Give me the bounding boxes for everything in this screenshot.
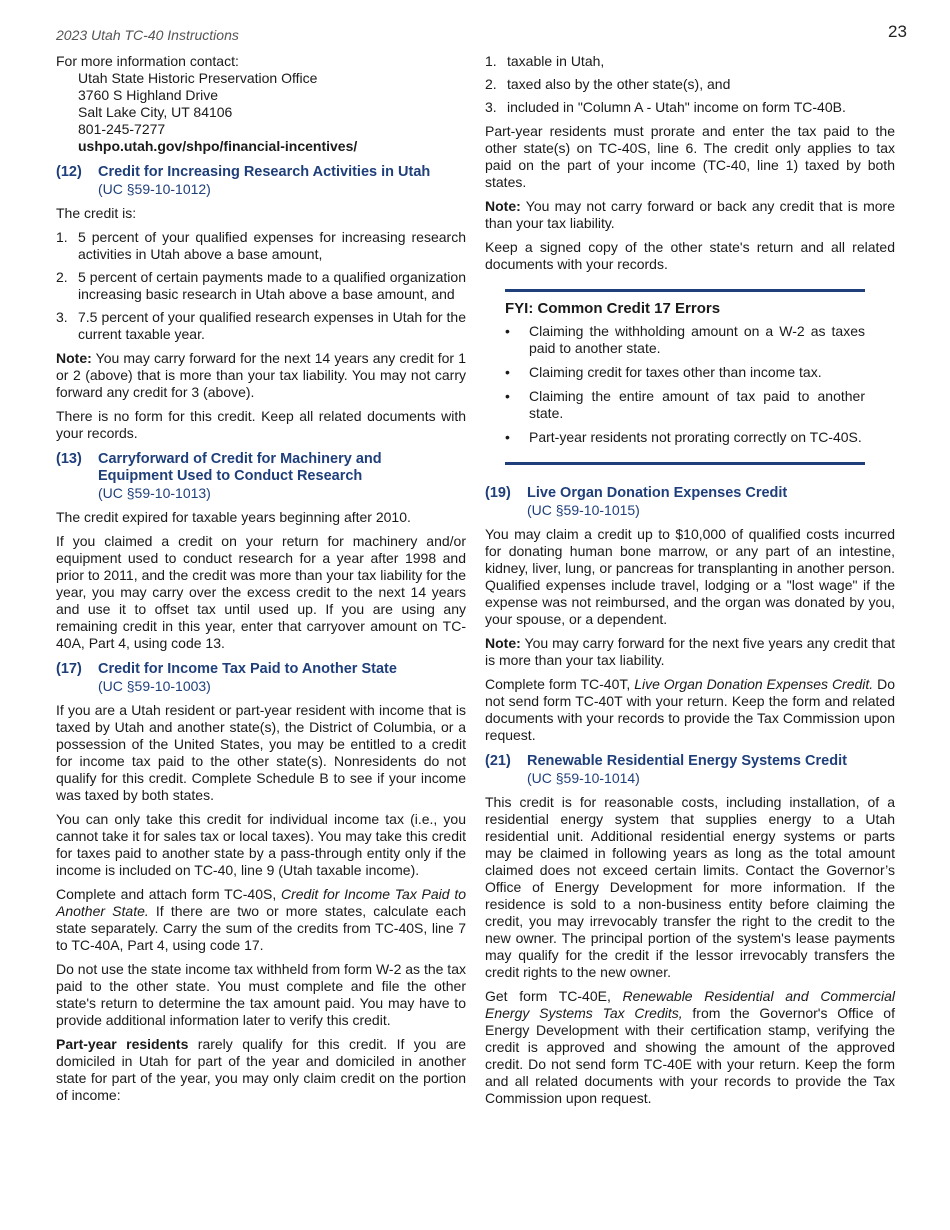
- paragraph: Keep a signed copy of the other state's return and all related documents with your records.: [485, 239, 895, 272]
- bullet-list: [505, 323, 865, 446]
- paragraph: This credit is for reasonable costs, including installation, of a residential energy system that supplies energy to a Utah residential unit. Additional residential energy systems or parts may be claimed in following years as long as the total amount claimed does not exceed certain limits. Contact the Governor’s Office of Energy Development for more information. If the residence is sold to a non-business entity before claiming the credit, you may irrevocably transfer the right to the credit to the new owner. The principal portion of the system's lease payments may qualify for the credit if the lessor irrevocably transfers the credit rights to the new owner.: [485, 794, 895, 980]
- bullet-icon: •: [505, 388, 510, 404]
- numbered-list: [56, 229, 466, 343]
- paragraph: Part-year residents rarely qualify for this credit. If you are domiciled in Utah for part of the year and domiciled in another state for part of the year, you may only claim credit on the portion of income:: [56, 1036, 466, 1103]
- section-21-heading: [485, 753, 895, 787]
- paragraph: You can only take this credit for individual income tax (i.e., you cannot take it for sales tax or local taxes). You may take this credit for taxes paid to another state by a pass-through entity only if the income is included on TC-40, line 9 (Utah taxable income).: [56, 811, 466, 878]
- contact-line: Salt Lake City, UT 84106: [78, 104, 233, 120]
- section-number: (21): [485, 753, 511, 769]
- list-item: 3. included in "Column A - Utah" income on form TC-40B.: [485, 99, 846, 115]
- section-17-heading: [56, 661, 466, 695]
- note-paragraph: Note: You may carry forward for the next 14 years any credit for 1 or 2 (above) that is more than your tax liability. You may not carry forward any credit for 3 (above).: [56, 350, 466, 400]
- paragraph: Do not use the state income tax withheld from form W-2 as the tax paid to the other state. You must complete and file the other state's return to determine the tax amount paid. You may have to provide additional information later to verify this credit.: [56, 961, 466, 1028]
- bullet-item: • Claiming the entire amount of tax paid to another state.: [505, 388, 865, 421]
- paragraph: Get form TC-40E, Renewable Residential and Commercial Energy Systems Tax Credits, from the Governor's Office of Energy Development with their certification stamp, verifying the credit is approved and showing the amount of the approved credit. Do not send form TC-40E with your return. Keep the form and all related documents with your records to provide the Tax Commission upon request.: [485, 988, 895, 1106]
- contact-line: Utah State Historic Preservation Office: [78, 70, 318, 86]
- note-paragraph: Note: You may carry forward for the next five years any credit that is more than your tax liability.: [485, 635, 895, 668]
- list-item: 1. 5 percent of your qualified expenses for increasing research activities in Utah above a base amount,: [56, 229, 466, 262]
- paragraph: Complete form TC-40T, Live Organ Donation Expenses Credit. Do not send form TC-40T with your return. Keep the form and related documents with your records to provide the Tax Commission upon request.: [485, 676, 895, 743]
- paragraph: The credit expired for taxable years beginning after 2010.: [56, 509, 411, 525]
- document-title: 2023 Utah TC-40 Instructions: [56, 27, 239, 43]
- bullet-icon: •: [505, 323, 510, 339]
- fyi-box: [505, 289, 865, 465]
- section-number: (13): [56, 451, 82, 467]
- section-title: Live Organ Donation Expenses Credit: [527, 485, 788, 501]
- section-citation: (UC §59-10-1014): [527, 770, 640, 786]
- paragraph: There is no form for this credit. Keep all related documents with your records.: [56, 408, 466, 441]
- section-citation: (UC §59-10-1003): [98, 678, 211, 694]
- section-citation: (UC §59-10-1013): [98, 485, 211, 501]
- contact-intro: For more information contact:: [56, 53, 239, 69]
- bullet-icon: •: [505, 364, 510, 380]
- bullet-item: • Claiming credit for taxes other than income tax.: [505, 364, 822, 380]
- section-13-heading: [56, 451, 466, 502]
- paragraph: Part-year residents must prorate and enter the tax paid to the other state(s) on TC-40S, line 6. The credit only applies to tax paid on the part of your income (TC-40, line 1) taxed by both states.: [485, 123, 895, 190]
- paragraph: The credit is:: [56, 205, 137, 221]
- page-number: 23: [888, 22, 907, 41]
- section-title: Credit for Increasing Research Activities in Utah: [98, 164, 431, 180]
- list-item: 2. taxed also by the other state(s), and: [485, 76, 731, 92]
- contact-line: 801-245-7277: [78, 121, 166, 137]
- section-number: (17): [56, 661, 82, 677]
- list-item: 3. 7.5 percent of your qualified research expenses in Utah for the current taxable year.: [56, 309, 466, 342]
- section-title: Equipment Used to Conduct Research: [98, 468, 363, 484]
- section-number: (12): [56, 164, 82, 180]
- contact-block: [56, 53, 466, 155]
- section-title: Credit for Income Tax Paid to Another State: [98, 661, 397, 677]
- contact-line: 3760 S Highland Drive: [78, 87, 219, 103]
- section-12-heading: [56, 164, 466, 198]
- section-19-heading: [485, 485, 895, 519]
- section-citation: (UC §59-10-1015): [527, 502, 640, 518]
- section-title: Renewable Residential Energy Systems Credit: [527, 753, 847, 769]
- note-paragraph: Note: You may not carry forward or back any credit that is more than your tax liability.: [485, 198, 895, 231]
- bullet-item: • Part-year residents not prorating correctly on TC-40S.: [505, 429, 862, 445]
- bullet-icon: •: [505, 429, 510, 445]
- section-citation: (UC §59-10-1012): [98, 181, 211, 197]
- list-item: 2. 5 percent of certain payments made to a qualified organization increasing basic research in Utah above a base amount, and: [56, 269, 466, 302]
- section-number: (19): [485, 485, 511, 501]
- bullet-item: • Claiming the withholding amount on a W-2 as taxes paid to another state.: [505, 323, 865, 356]
- fyi-title: FYI: Common Credit 17 Errors: [505, 300, 721, 317]
- left-column: [56, 53, 466, 1111]
- numbered-list: [485, 53, 895, 116]
- right-column: [485, 53, 895, 1114]
- contact-url[interactable]: ushpo.utah.gov/shpo/financial-incentives/: [78, 138, 358, 154]
- paragraph: If you are a Utah resident or part-year resident with income that is taxed by Utah and another state(s), the District of Columbia, or a possession of the United States, you may be entitled to a credit for income tax paid to the other state(s). Nonresidents do not qualify for this credit. Complete Schedule B to see if your income was taxed by both states.: [56, 702, 466, 803]
- section-title: Carryforward of Credit for Machinery and: [98, 451, 382, 467]
- paragraph: You may claim a credit up to $10,000 of qualified costs incurred for donating human bone marrow, or any part of an intestine, kidney, liver, lung, or pancreas for transplanting in another person. Qualified expenses include travel, lodging or a "lost wage" if the expense was not reimbursed, and the organ was donated by you, your spouse, or a dependent.: [485, 526, 895, 627]
- paragraph: If you claimed a credit on your return for machinery and/or equipment used to conduct research for a year after 1998 and prior to 2011, and the credit was more than your tax liability for the year, you may carry over the excess credit to the next 14 years and use it to offset tax until used up. If you are using any remaining credit in this year, enter that carryover amount on TC-40A, Part 4, using code 13.: [56, 533, 466, 651]
- list-item: 1. taxable in Utah,: [485, 53, 605, 69]
- paragraph: Complete and attach form TC-40S, Credit for Income Tax Paid to Another State. If there are two or more states, calculate each state separately. Carry the sum of the credits from TC-40S, line 7 to TC-40A, Part 4, using code 17.: [56, 886, 466, 953]
